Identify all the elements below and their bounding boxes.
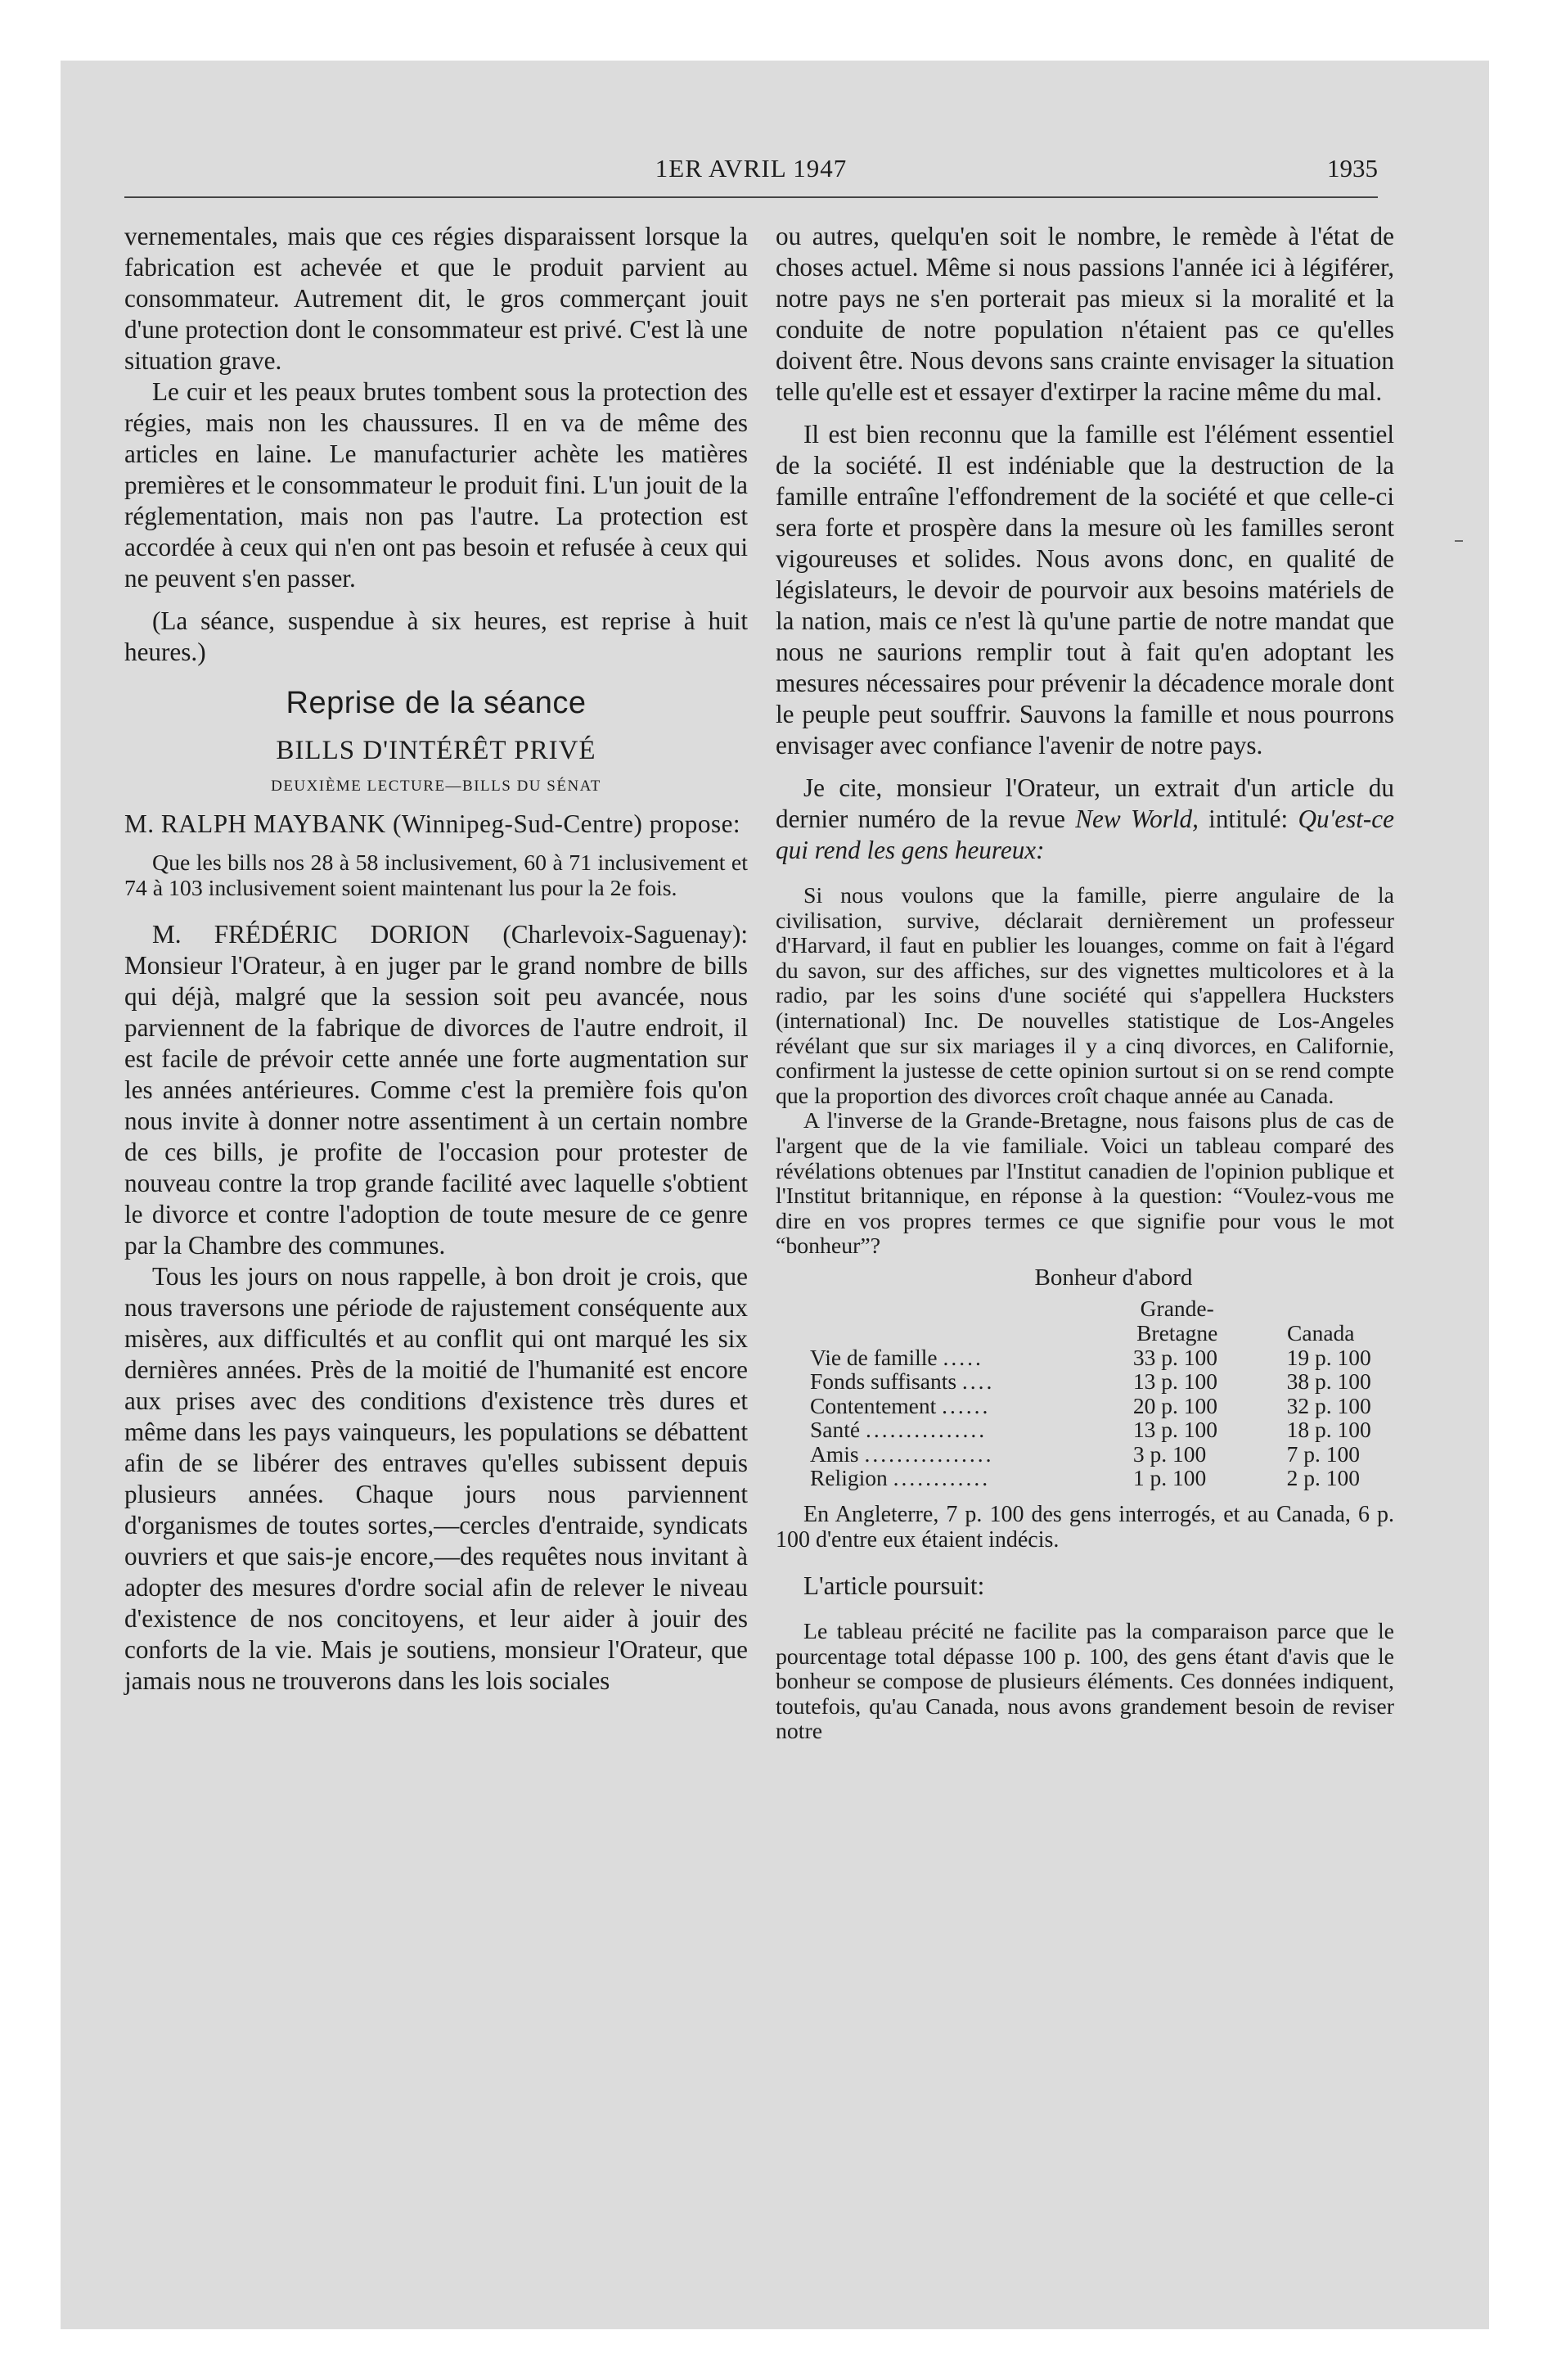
table-row bbox=[810, 1442, 1396, 1467]
undecided-note: En Angleterre, 7 p. 100 des gens interrogés, et au Canada, 6 p. 100 d'entre eux étaient indécis. bbox=[776, 1501, 1394, 1553]
table-title: Bonheur d'abord bbox=[1034, 1264, 1193, 1291]
section-title: Reprise de la séance bbox=[286, 686, 587, 720]
header-date: 1ER AVRIL 1947 bbox=[655, 154, 848, 183]
page-header bbox=[124, 152, 1378, 198]
table-cell: 1 p. 100 bbox=[1132, 1465, 1207, 1491]
row-label: Amis bbox=[810, 1441, 859, 1467]
article-continues: L'article poursuit: bbox=[803, 1571, 985, 1600]
citation-text: intitulé: bbox=[1198, 805, 1298, 833]
table-header-row bbox=[810, 1296, 1396, 1346]
scan-mark bbox=[1455, 540, 1463, 542]
leader-dots: ..... bbox=[943, 1345, 983, 1370]
speaker-dorion: M. FRÉDÉRIC DORION (Charlevoix-Saguenay): Monsieur l'Orateur, à en juger par le grand nombre de bills qui déjà, malgré que la session soit peu avancée, nous parviennent de la fabrique de divorces de l'autre endroit, il est facile de prévoir cette année une forte augmentation sur les années antérieures. Comme c'est la première fois qu'on nous invite à donner notre assentiment à un certain nombre de ces bills, je profite de l'occasion pour protester de nouveau contre la trop grande facilité avec laquelle s'obtient le divorce et contre l'adoption de toute mesure de ce genre par la Chambre des communes. bbox=[124, 920, 748, 1260]
table-cell: 19 p. 100 bbox=[1286, 1344, 1371, 1370]
column-header-line: Grande- bbox=[1140, 1295, 1214, 1321]
table-row bbox=[810, 1466, 1396, 1490]
table-cell: 20 p. 100 bbox=[1132, 1392, 1218, 1418]
leader-dots: ............... bbox=[865, 1418, 988, 1442]
column-header bbox=[1109, 1296, 1246, 1346]
column-header: Canada bbox=[1287, 1319, 1355, 1346]
quote-paragraph: A l'inverse de la Grande-Bretagne, nous faisons plus de cas de l'argent que de la vie familiale. Voici un tableau comparé des révélations obtenues par l'Institut canadien de l'opinion publique et l'Institut britannique, en réponse à la question: “Voulez-vous me dire en vos propres termes ce que signifie pour vous le mot “bonheur”? bbox=[776, 1108, 1394, 1260]
table-cell: 32 p. 100 bbox=[1286, 1392, 1371, 1418]
table-cell: 33 p. 100 bbox=[1132, 1344, 1218, 1370]
journal-name: New World, bbox=[1075, 805, 1199, 833]
citation-text: Je cite, monsieur l'Orateur, un extrait d'un article du dernier numéro de la revue bbox=[776, 773, 1394, 833]
table-row bbox=[810, 1346, 1396, 1370]
table-cell: 13 p. 100 bbox=[1132, 1417, 1218, 1443]
column-header-line: Bretagne bbox=[1136, 1319, 1218, 1346]
table-cell: 38 p. 100 bbox=[1286, 1368, 1371, 1395]
table-row bbox=[810, 1394, 1396, 1418]
page-number: 1935 bbox=[1327, 154, 1378, 183]
speaker-maybank: M. RALPH MAYBANK (Winnipeg-Sud-Centre) propose: bbox=[124, 809, 741, 838]
paragraph: Tous les jours on nous rappelle, à bon droit je crois, que nous traversons une période de rajustement conséquente aux misères, aux difficultés et au conflit qui ont marqué les six dernières années. Près de la moitié de l'humanité est encore aux prises avec des conditions d'existence très dures et même dans les pays vainqueurs, les populations se débattent afin de se libérer des entraves qu'elles subissent depuis plusieurs années. Chaque jours nous parviennent d'organismes de toutes sortes,—cercles d'entraide, syndicats ouvriers et que sais-je encore,—des requêtes nous invitant à adopter des mesures d'ordre social afin de relever le niveau d'existence de nos concitoyens, et leur aider à jouir des conforts de la vie. Mais je soutiens, monsieur l'Orateur, que jamais nous ne trouverons dans les lois sociales bbox=[124, 1262, 748, 1696]
session-note: (La séance, suspendue à six heures, est reprise à huit heures.) bbox=[124, 606, 748, 666]
table-row bbox=[810, 1418, 1396, 1442]
bills-heading: BILLS D'INTÉRÊT PRIVÉ bbox=[276, 736, 596, 765]
happiness-table bbox=[810, 1296, 1396, 1490]
leader-dots: ............ bbox=[893, 1466, 991, 1490]
reading-heading: DEUXIÈME LECTURE—BILLS DU SÉNAT bbox=[271, 778, 601, 795]
row-label: Religion bbox=[810, 1466, 888, 1490]
quote-paragraph: Si nous voulons que la famille, pierre angulaire de la civilisation, survive, déclarait dernièrement un professeur d'Harvard, il faut en publier les louanges, comme on fait à l'égard du savon, sur des affiches, sur des vignettes multicolores et à la radio, par les soins d'une société qui s'appellera Hucksters (international) Inc. De nouvelles statistique de Los-Angeles révélant que sur six mariages il y a cinq divorces, en Californie, confirment la justesse de cette opinion surtout si on se rend compte que la proportion des divorces croît chaque année au Canada. bbox=[776, 883, 1394, 1109]
leader-dots: .... bbox=[961, 1369, 995, 1394]
paragraph: Le cuir et les peaux brutes tombent sous la protection des régies, mais non les chaussures. Il en va de même des articles en laine. Le manufacturier achète les matières premières et le consommateur le produit fini. L'un jouit de la réglementation, mais non pas l'autre. La protection est accordée à ceux qui n'en ont pas besoin et refusée à ceux qui ne peuvent s'en passer. bbox=[124, 377, 748, 593]
quote-paragraph: Le tableau précité ne facilite pas la comparaison parce que le pourcentage total dépasse 100 p. 100, des gens étant d'avis que le bonheur se compose de plusieurs éléments. Ces données indiquent, toutefois, qu'au Canada, nous avons grandement besoin de reviser notre bbox=[776, 1618, 1394, 1745]
row-label: Fonds suffisants bbox=[810, 1369, 957, 1394]
table-row bbox=[810, 1369, 1396, 1394]
leader-dots: ...... bbox=[942, 1393, 991, 1418]
leader-dots: ................ bbox=[864, 1441, 994, 1467]
paragraph: vernementales, mais que ces régies disparaissent lorsque la fabrication est achevée et que le produit parvient au consommateur. Autrement dit, le gros commerçant jouit d'une protection dont le consommateur est privé. C'est là une situation grave. bbox=[124, 222, 748, 375]
right-column bbox=[776, 221, 1394, 1745]
row-label: Santé bbox=[810, 1418, 861, 1442]
row-label: Contentement bbox=[810, 1393, 937, 1418]
table-cell: 2 p. 100 bbox=[1286, 1465, 1360, 1491]
left-column bbox=[124, 221, 748, 1697]
paragraph: ou autres, quelqu'en soit le nombre, le remède à l'état de choses actuel. Même si nous passions l'année ici à légiférer, notre pays ne s'en porterait pas mieux si la moralité et la conduite de notre population n'étaient pas ce qu'elles doivent être. Nous devons sans crainte envisager la situation telle qu'elle est et essayer d'extirper la racine même du mal. bbox=[776, 222, 1394, 406]
table-cell: 18 p. 100 bbox=[1286, 1417, 1371, 1443]
paragraph: Il est bien reconnu que la famille est l'élément essentiel de la société. Il est indéniable que la destruction de la famille entraîne l'effondrement de la société et que celle-ci sera forte et prospère dans la mesure où les familles seront vigoureuses et solides. Nous avons donc, en qualité de législateurs, le devoir de pourvoir aux besoins matériels de la nation, mais ce n'est là qu'une partie de notre mandat que nous ne saurions remplir tout à fait qu'en adoptant les mesures nécessaires pour prévenir la décadence morale dont le peuple peut souffrir. Sauvons la famille et nous pourrons envisager avec confiance l'avenir de notre pays. bbox=[776, 420, 1394, 760]
table-cell: 13 p. 100 bbox=[1132, 1368, 1218, 1395]
citation-paragraph bbox=[776, 773, 1394, 866]
row-label: Vie de famille bbox=[810, 1345, 938, 1370]
motion-text: Que les bills nos 28 à 58 inclusivement, 60 à 71 inclusivement et 74 à 103 inclusivement soient maintenant lus pour la 2e fois. bbox=[124, 850, 748, 901]
article-title: Qu'est-ce qui rend les gens heureux: bbox=[776, 805, 1394, 864]
table-cell: 7 p. 100 bbox=[1286, 1440, 1360, 1467]
table-cell: 3 p. 100 bbox=[1132, 1440, 1207, 1467]
